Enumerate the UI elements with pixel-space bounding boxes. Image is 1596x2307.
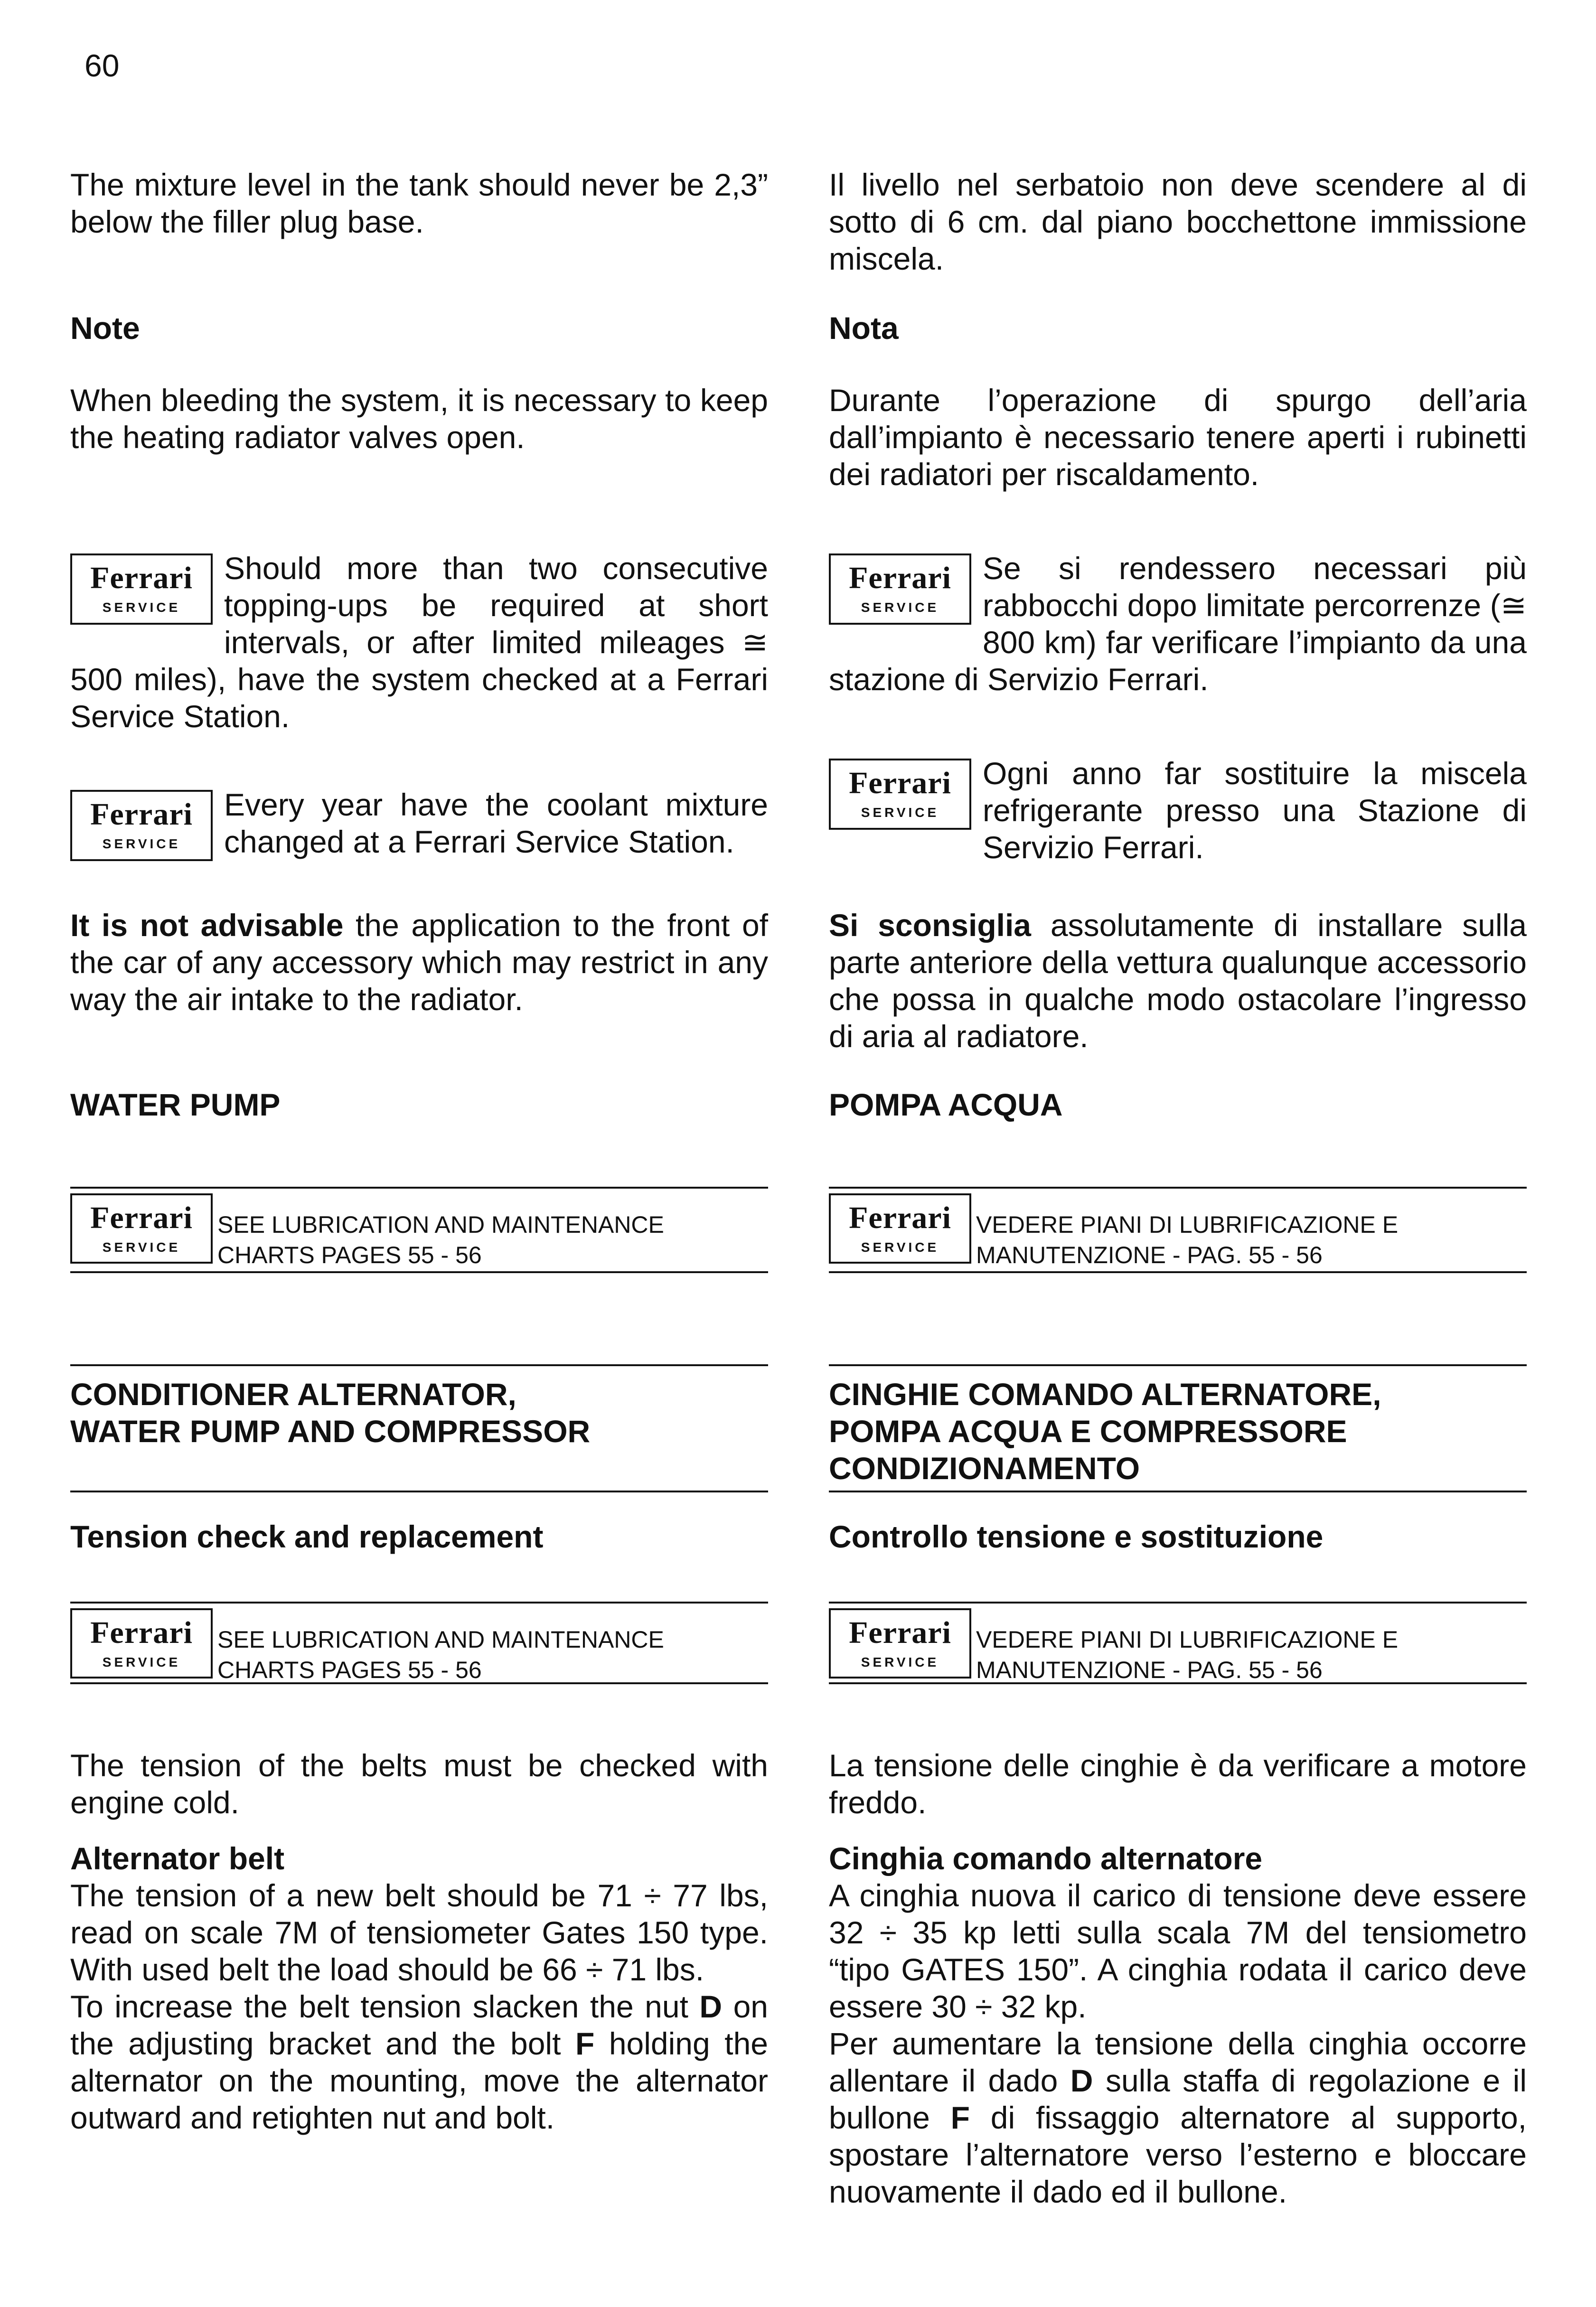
alternator-belt-heading: Alternator belt xyxy=(70,1841,285,1876)
reference-line-1: VEDERE PIANI DI LUBRIFICAZIONE E xyxy=(976,1626,1399,1653)
ferrari-service-logo: Ferrari SERVICE xyxy=(829,1193,971,1264)
ferrari-service-logo: Ferrari SERVICE xyxy=(829,1608,971,1679)
note-heading: Note xyxy=(70,310,140,346)
divider xyxy=(829,1491,1527,1492)
divider xyxy=(70,1491,768,1492)
lubrication-reference xyxy=(829,1605,1527,1681)
water-pump-heading: POMPA ACQUA xyxy=(829,1087,1063,1122)
tension-block xyxy=(70,1747,768,1821)
divider xyxy=(70,1682,768,1684)
topping-block xyxy=(70,550,768,735)
reference-line-2: MANUTENZIONE - PAG. 55 - 56 xyxy=(976,1242,1323,1268)
alternator-belt-block xyxy=(70,1877,768,2136)
alternator-belt-text: The tension of a new belt should be 71 ÷ 77 lbs, read on scale 7M of tensiometer Gates 150 type. With used belt the load should be 66 ÷ 71 lbs. xyxy=(70,1878,768,1987)
yearly-block xyxy=(829,755,1527,866)
advisable-text: assolutamente di installare sulla parte anteriore della vettura qualunque accessorio che possa in qualche modo ostacolare l’ingresso di aria al radiatore. xyxy=(829,908,1527,1054)
mixture-level-text: The mixture level in the tank should never be 2,3” below the filler plug base. xyxy=(70,167,768,239)
increase-tension-text: To increase the belt tension slacken the nut D on the adjusting bracket and the bolt F holding the alternator on the mounting, move the alternator outward and retighten nut and bolt. xyxy=(70,1989,769,2135)
water-pump-heading: WATER PUMP xyxy=(70,1087,281,1122)
mixture-level-block xyxy=(70,166,768,240)
divider xyxy=(829,1682,1527,1684)
tension-block xyxy=(829,1747,1527,1821)
yearly-text: Ogni anno far sostituire la miscela refrigerante presso una Stazione di Servizio Ferrari. xyxy=(983,756,1527,865)
divider xyxy=(70,1364,768,1366)
reference-line-1: VEDERE PIANI DI LUBRIFICAZIONE E xyxy=(976,1211,1399,1238)
section-heading-line-1: CONDITIONER ALTERNATOR, xyxy=(70,1377,516,1412)
tension-text: La tensione delle cinghie è da verificare a motore freddo. xyxy=(829,1748,1527,1820)
ferrari-service-logo: Ferrari SERVICE xyxy=(829,759,971,830)
reference-line-2: CHARTS PAGES 55 - 56 xyxy=(217,1242,482,1268)
ferrari-service-logo: Ferrari SERVICE xyxy=(70,1608,213,1679)
alternator-belt-block xyxy=(829,1877,1527,2210)
note-block xyxy=(70,382,768,456)
mixture-level-block xyxy=(829,166,1527,277)
ferrari-service-logo: Ferrari SERVICE xyxy=(70,1193,213,1264)
section-heading-line-2: POMPA ACQUA E COMPRESSORE xyxy=(829,1414,1347,1449)
note-heading: Nota xyxy=(829,310,899,346)
note-block xyxy=(829,382,1527,493)
mixture-level-text: Il livello nel serbatoio non deve scendere al di sotto di 6 cm. dal piano bocchettone immissione miscela. xyxy=(829,167,1527,276)
ferrari-service-logo: Ferrari SERVICE xyxy=(70,553,213,625)
tension-heading: Tension check and replacement xyxy=(70,1519,544,1554)
divider xyxy=(70,1187,768,1189)
reference-line-2: MANUTENZIONE - PAG. 55 - 56 xyxy=(976,1657,1323,1683)
ferrari-service-logo: Ferrari SERVICE xyxy=(829,553,971,625)
ferrari-service-logo: Ferrari SERVICE xyxy=(70,790,213,861)
alternator-belt-heading: Cinghia comando alternatore xyxy=(829,1841,1263,1876)
advisable-block xyxy=(70,907,768,1018)
topping-block xyxy=(829,550,1527,698)
divider xyxy=(829,1187,1527,1189)
lubrication-reference xyxy=(829,1191,1527,1266)
page-number: 60 xyxy=(84,48,120,83)
section-heading-line-3: CONDIZIONAMENTO xyxy=(829,1451,1140,1486)
tension-heading: Controllo tensione e sostituzione xyxy=(829,1519,1324,1554)
reference-line-1: SEE LUBRICATION AND MAINTENANCE xyxy=(217,1626,664,1653)
divider xyxy=(829,1364,1527,1366)
lubrication-reference xyxy=(70,1191,768,1266)
increase-tension-text: Per aumentare la tensione della cinghia occorre allentare il dado D sulla staffa di regolazione e il bullone F di fissaggio alternatore al supporto, spostare l’alternatore verso l’esterno e bloccare nuovamente il dado ed il bullone. xyxy=(829,2026,1527,2209)
advisable-block xyxy=(829,907,1527,1055)
advisable-text: the application to the front of the car of any accessory which may restrict in any way the air intake to the radiator. xyxy=(70,908,768,1017)
tension-text: The tension of the belts must be checked with engine cold. xyxy=(70,1748,768,1820)
yearly-block xyxy=(70,786,768,864)
section-heading-line-1: CINGHIE COMANDO ALTERNATORE, xyxy=(829,1377,1381,1412)
divider xyxy=(829,1271,1527,1273)
reference-line-2: CHARTS PAGES 55 - 56 xyxy=(217,1657,482,1683)
note-text: When bleeding the system, it is necessary to keep the heating radiator valves open. xyxy=(70,383,768,455)
advisable-bold: Si sconsiglia xyxy=(829,908,1032,943)
divider xyxy=(70,1271,768,1273)
advisable-bold: It is not advisable xyxy=(70,908,344,943)
yearly-text: Every year have the coolant mixture changed at a Ferrari Service Station. xyxy=(224,787,768,859)
reference-line-1: SEE LUBRICATION AND MAINTENANCE xyxy=(217,1211,664,1238)
note-text: Durante l’operazione di spurgo dell’aria dall’impianto è necessario tenere aperti i rubinetti dei radiatori per riscaldamento. xyxy=(829,383,1527,492)
divider xyxy=(829,1602,1527,1604)
topping-text: Se si rendessero necessari più rabbocchi dopo limitate percorrenze (≅ 800 km) far verificare l’impianto da una stazione di Servizio Ferrari. xyxy=(829,551,1527,697)
divider xyxy=(70,1602,768,1604)
topping-text: Should more than two consecutive topping-ups be required at short intervals, or after limited mileages ≅ 500 miles), have the system checked at a Ferrari Service Station. xyxy=(70,551,768,734)
section-heading-line-2: WATER PUMP AND COMPRESSOR xyxy=(70,1414,591,1449)
alternator-belt-text: A cinghia nuova il carico di tensione deve essere 32 ÷ 35 kp letti sulla scala 7M del tensiometro “tipo GATES 150”. A cinghia rodata il carico deve essere 30 ÷ 32 kp. xyxy=(829,1878,1527,2024)
lubrication-reference xyxy=(70,1605,768,1681)
